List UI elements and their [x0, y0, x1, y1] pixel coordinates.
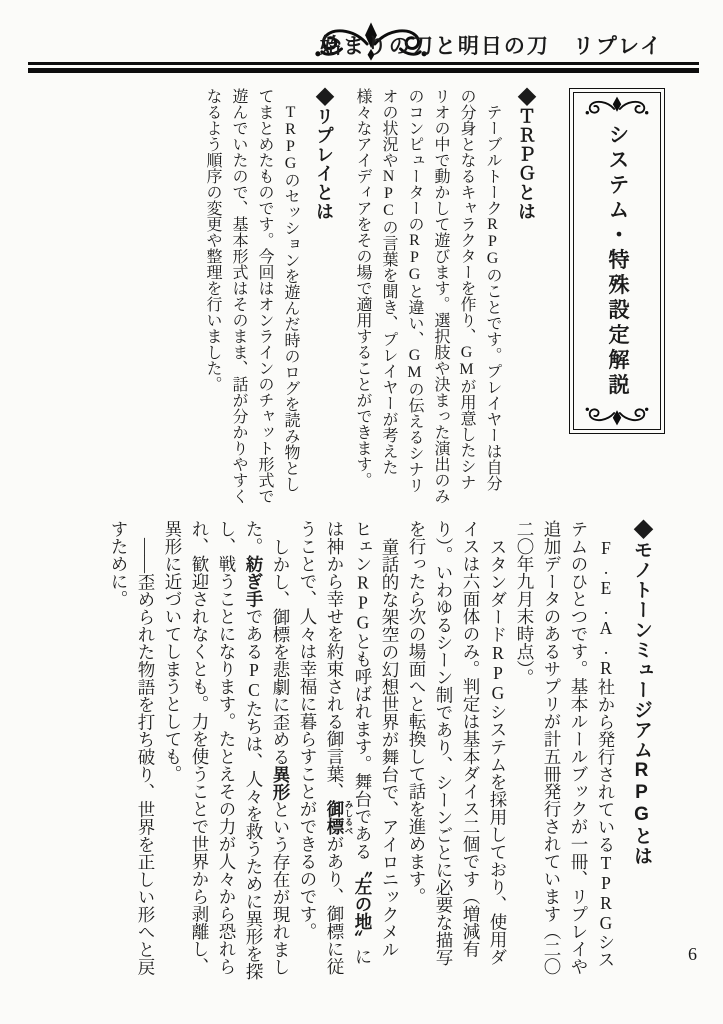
- text-run: 歪められた物語を打ち破り、世界を正しい形へと戻すために。: [109, 520, 156, 975]
- page-title: 始まりの刀と明日の刀 リプレイ: [319, 35, 663, 58]
- paragraph: [159, 520, 294, 982]
- section-trpg: [349, 88, 541, 504]
- header-rule-thick: [28, 68, 699, 73]
- text-run: しかし、御標を悲劇に歪める: [271, 537, 291, 765]
- paragraph: [199, 88, 303, 504]
- text-run: F.E.A.R社から発行されているTPRGシステムのひとつです。基本ルールブックが一冊、リプレイや追加データのあるサプリが計五冊発行されています（二〇二〇年九月末時点）。: [515, 520, 616, 975]
- text-run: があり、御標に従うことで、人々は幸福に暮らすことができるのです。: [298, 520, 345, 975]
- keyword-term: 〝左の地〟: [353, 860, 373, 948]
- text-run: 童話的な架空の幻想世界が舞台で、アイロニックメルヒェンRPGとも呼ばれます。舞台である: [353, 520, 400, 958]
- flourish-icon: [584, 402, 650, 426]
- section-heading: ◆モノトーンミュージアムRPGとは: [631, 520, 652, 866]
- text-run: TRPGのセッションを遊んだ時のログを読み物としてまとめたものです。今回はオンラインのチャット形式で遊んでいたので、基本形式はそのまま、話が分かりやすくなるよう順序の変更や整理を行いました。: [204, 88, 299, 504]
- chapter-banner-frame: [573, 92, 661, 430]
- paragraph: [105, 520, 159, 982]
- upper-text-block: [189, 88, 665, 504]
- section-heading: ◆リプレイとは: [314, 88, 334, 221]
- chapter-banner: [569, 88, 665, 434]
- section-replay: [199, 88, 339, 504]
- text-run: には神から幸せを約束される御言葉、: [325, 520, 373, 965]
- section-heading: ◆ＴＲＰＧとは: [516, 88, 536, 221]
- keyword-term: 御標 みしるべ: [325, 800, 354, 835]
- paragraph: [349, 88, 505, 504]
- lower-text-block: [95, 520, 665, 982]
- text-run: スタンダードRPGシステムを採用しており、使用ダイスは六面体のみ。判定は基本ダイス二個です（増減有り）。いわゆるシーン制であり、シーンごとに必要な描写を行ったら次の場面へと転換して話を進めます。: [407, 520, 508, 967]
- keyword-term: 異形: [271, 765, 291, 800]
- text-run: であるPCたちは、人々を救うために異形を探し、戦うことになります。たとえその力が人々から恐れられ、歓迎されなくとも。力を使うことで世界から剥離し、異形に近づいてしまうとしても。: [163, 520, 264, 980]
- paragraph: [294, 520, 403, 982]
- section-monotone-museum: [105, 520, 657, 982]
- flourish-icon: [584, 96, 650, 120]
- keyword-term: 紡ぎ手: [244, 555, 264, 608]
- header-rule-thin: [28, 62, 699, 65]
- text-run: ――: [136, 537, 156, 573]
- text-run: という存在が現れました。: [244, 520, 291, 975]
- paragraph: [511, 520, 619, 982]
- chapter-banner-title: システム・特殊設定解説: [606, 123, 629, 399]
- paragraph: [403, 520, 511, 982]
- text-run: テーブルトークRPGのことです。プレイヤーは自分の分身となるキャラクターを作り、GMが用意したシナリオの中で動かして遊びます。選択肢や決まった演出のみのコンピューターのRPGと違い、GMの伝えるシナリオの状況やNPCの言葉を聞き、プレイヤーが考えた様々なアイディアをその場で適用することができます。: [354, 88, 501, 504]
- page-number: 6: [688, 944, 697, 964]
